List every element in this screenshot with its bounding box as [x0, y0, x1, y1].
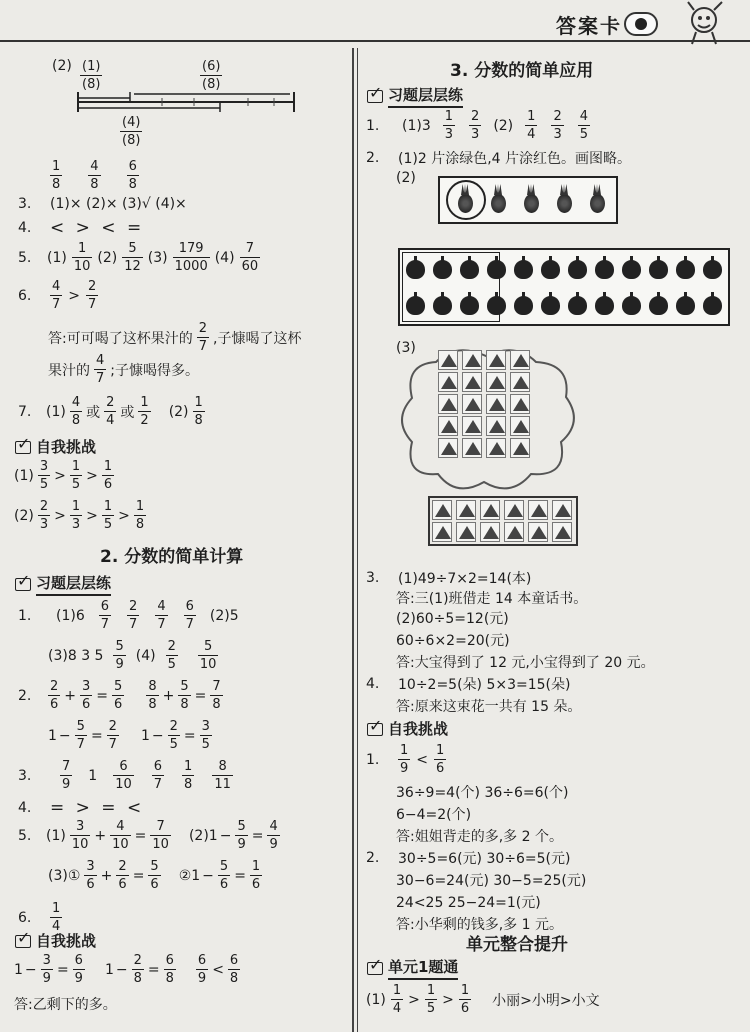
- triangle-icon: [480, 500, 500, 520]
- triangle-icon: [456, 522, 476, 542]
- pineapple-icon: [454, 184, 476, 214]
- triangle-icon: [510, 394, 530, 414]
- s2-q5-row-b: (3)① $\frac{3}{6}$ + $\frac{2}{6}$ = $\frac{5}{6}$ ②1 − $\frac{5}{6}$ = $\frac{1}{6}$: [48, 859, 261, 892]
- triangle-icon: [486, 372, 506, 392]
- triangle-icon: [432, 522, 452, 542]
- pineapple-icon: [586, 184, 608, 214]
- q2-answer-fracs: $\frac{1}{8}$ $\frac{4}{8}$ $\frac{6}{8}$: [52, 159, 137, 192]
- rc1-line-3: 6−4=2(个): [396, 807, 472, 823]
- s2-q1-row-b: (3)8 3 5 $\frac{5}{9}$ (4) $\frac{2}{5}$ $\frac{5}{10}$: [48, 639, 217, 672]
- logo-badge-icon: [624, 12, 658, 36]
- s2-q6-row: 6. $\frac{1}{4}$: [18, 901, 61, 934]
- challenge-1-row-1: (1) $\frac{3}{5}$ > $\frac{1}{5}$ > $\frac{1}{6}$: [14, 459, 113, 492]
- check-box-icon: [14, 933, 32, 949]
- s2-q3-row: 3. $\frac{7}{9}$ 1 $\frac{6}{10}$ $\frac{6}{7}$ $\frac{1}{8}$ $\frac{8}{11}$: [18, 759, 231, 792]
- triangle-icon: [510, 416, 530, 436]
- apple-icon: [460, 260, 479, 279]
- triangle-grid-top: [438, 350, 532, 458]
- triangle-icon: [552, 522, 572, 542]
- triangle-icon: [486, 416, 506, 436]
- r-q2-2-label: (2): [396, 170, 416, 186]
- s2-q1-row: 1. (1)6 $\frac{6}{7}$ $\frac{2}{7}$ $\frac{4}{7}$ $\frac{6}{7}$ (2)5: [18, 599, 239, 632]
- q2-number-line: [74, 90, 298, 116]
- q4-row: 4. < > < =: [18, 218, 145, 238]
- apple-icon: [595, 296, 614, 315]
- triangle-grid-bottom: [428, 496, 578, 546]
- triangle-icon: [486, 438, 506, 458]
- q2-top-frac-1: $\frac{(1)}{(8)}$: [82, 59, 101, 92]
- rc2-line-3: 24<25 25−24=1(元): [396, 895, 541, 911]
- apple-icon: [514, 296, 533, 315]
- check-box-icon: [14, 576, 32, 592]
- apple-icon: [406, 296, 425, 315]
- pineapple-row: [454, 184, 608, 214]
- triangle-icon: [510, 372, 530, 392]
- section-2-title: 2. 分数的简单计算: [100, 547, 244, 567]
- q7-row: 7. (1) $\frac{4}{8}$ 或 $\frac{2}{4}$ 或 $\frac{1}{2}$ (2) $\frac{1}{8}$: [18, 395, 203, 428]
- apple-icon: [676, 260, 695, 279]
- triangle-icon: [438, 350, 458, 370]
- triangle-icon: [504, 500, 524, 520]
- unit-sub-title: ✓ 单元1题通: [366, 956, 458, 980]
- rc2-line-1: 2. 30÷5=6(元) 30÷6=5(元): [366, 850, 571, 867]
- triangle-icon: [438, 372, 458, 392]
- apple-row-1: [406, 260, 722, 279]
- rc2-line-2: 30−6=24(元) 30−5=25(元): [396, 873, 587, 889]
- challenge-1-row-2: (2) $\frac{2}{3}$ > $\frac{1}{3}$ > $\frac{1}{5}$ > $\frac{1}{8}$: [14, 499, 145, 532]
- triangle-icon: [552, 500, 572, 520]
- apple-icon: [622, 260, 641, 279]
- r-q3-line-1: 3. (1)49÷7×2=14(本): [366, 570, 532, 587]
- r-q2-3-label: (3): [396, 340, 416, 356]
- s2-q2-row: 2. $\frac{2}{6}$ + $\frac{3}{6}$ = $\frac{5}{6}$ $\frac{8}{8}$ + $\frac{5}{8}$ = $\frac{7}{8}$: [18, 679, 221, 712]
- check-box-icon: [366, 960, 384, 976]
- header-rule: [0, 40, 750, 42]
- apple-icon: [487, 296, 506, 315]
- rc2-line-4: 答:小华剩的钱多,多 1 元。: [396, 917, 563, 933]
- apple-icon: [568, 260, 587, 279]
- section-3-title: 3. 分数的简单应用: [450, 61, 594, 81]
- rc1-line-4: 答:姐姐背走的多,多 2 个。: [396, 829, 563, 845]
- apple-icon: [541, 296, 560, 315]
- r-q4-line-2: 答:原来这束花一共有 15 朵。: [396, 699, 582, 715]
- apple-icon: [514, 260, 533, 279]
- r-q3-line-4: 60÷6×2=20(元): [396, 633, 510, 649]
- rc1-row: 1. $\frac{1}{9}$ < $\frac{1}{6}$: [366, 743, 445, 776]
- apple-icon: [568, 296, 587, 315]
- triangle-icon: [480, 522, 500, 542]
- q6-answer-line-1: 答:可可喝了这杯果汁的 $\frac{2}{7}$ ,子慷喝了这杯: [48, 321, 302, 354]
- apple-row-2: [406, 296, 722, 315]
- apple-icon: [406, 260, 425, 279]
- apple-icon: [487, 260, 506, 279]
- column-divider: [352, 48, 354, 1032]
- check-box-icon: [14, 439, 32, 455]
- column-divider-thin: [357, 48, 358, 1032]
- practice-2-title: ✓ 习题层层练: [14, 572, 111, 596]
- challenge-2-row: 1 − $\frac{3}{9}$ = $\frac{6}{9}$ 1 − $\frac{2}{8}$ = $\frac{6}{8}$ $\frac{6}{9}$ < $\frac{6}{8}$: [14, 953, 239, 986]
- s2-q5-row: 5. (1) $\frac{3}{10}$ + $\frac{4}{10}$ = $\frac{7}{10}$ (2)1 − $\frac{5}{9}$ = $\frac{4}{9}$: [18, 819, 278, 852]
- triangle-icon: [528, 500, 548, 520]
- r-q4-line-1: 4. 10÷2=5(朵) 5×3=15(朵): [366, 676, 571, 693]
- triangle-icon: [462, 394, 482, 414]
- apple-icon: [433, 296, 452, 315]
- r-q3-line-5: 答:大宝得到了 12 元,小宝得到了 20 元。: [396, 655, 655, 671]
- mascot-icon: [668, 0, 732, 46]
- header-title: 答案卡: [556, 14, 622, 38]
- triangle-icon: [456, 500, 476, 520]
- q3-row: 3. (1)× (2)× (3)√ (4)×: [18, 196, 187, 212]
- triangle-icon: [504, 522, 524, 542]
- q2-bottom-frac: $\frac{(4)}{(8)}$: [122, 115, 141, 148]
- check-box-icon: [366, 721, 384, 737]
- triangle-icon: [510, 350, 530, 370]
- challenge-3-title: ✓ 自我挑战: [366, 718, 448, 739]
- apple-icon: [676, 296, 695, 315]
- apple-icon: [433, 260, 452, 279]
- s2-q2-row-b: 1 − $\frac{5}{7}$ = $\frac{2}{7}$ 1 − $\frac{2}{5}$ = $\frac{3}{5}$: [48, 719, 210, 752]
- triangle-icon: [486, 394, 506, 414]
- r-q3-line-3: (2)60÷5=12(元): [396, 611, 509, 627]
- check-box-icon: [366, 88, 384, 104]
- apple-icon: [649, 260, 668, 279]
- apple-icon: [703, 296, 722, 315]
- triangle-icon: [462, 350, 482, 370]
- u1-row: (1) $\frac{1}{4}$ > $\frac{1}{5}$ > $\frac{1}{6}$ 小丽>小明>小文: [366, 983, 600, 1016]
- triangle-icon: [438, 394, 458, 414]
- triangle-icon: [432, 500, 452, 520]
- r-q3-line-2: 答:三(1)班借走 14 本童话书。: [396, 591, 588, 607]
- triangle-icon: [438, 438, 458, 458]
- challenge-1-title: ✓ 自我挑战: [14, 436, 96, 457]
- apple-icon: [541, 260, 560, 279]
- triangle-icon: [528, 522, 548, 542]
- triangle-icon: [486, 350, 506, 370]
- pineapple-icon: [520, 184, 542, 214]
- pineapple-icon: [487, 184, 509, 214]
- r-q1-row: 1. (1)3 $\frac{1}{3}$ $\frac{2}{3}$ (2) $\frac{1}{4}$ $\frac{2}{3}$ $\frac{4}{5}$: [366, 109, 588, 142]
- rc1-line-2: 36÷9=4(个) 36÷6=6(个): [396, 785, 569, 801]
- triangle-icon: [462, 372, 482, 392]
- apple-icon: [622, 296, 641, 315]
- apple-icon: [649, 296, 668, 315]
- pineapple-icon: [553, 184, 575, 214]
- unit-title: 单元整合提升: [466, 935, 568, 955]
- q6-answer-line-2: 果汁的 $\frac{4}{7}$ ;子慷喝得多。: [48, 353, 199, 386]
- triangle-icon: [462, 438, 482, 458]
- apple-icon: [595, 260, 614, 279]
- practice-3-title: ✓ 习题层层练: [366, 84, 463, 108]
- q6-row: 6. $\frac{4}{7}$ > $\frac{2}{7}$: [18, 279, 97, 312]
- r-q2-row: 2. (1)2 片涂绿色,4 片涂红色。画图略。: [366, 150, 631, 167]
- apple-icon: [460, 296, 479, 315]
- triangle-icon: [510, 438, 530, 458]
- triangle-icon: [462, 416, 482, 436]
- q5-row: 5. (1) $\frac{1}{10}$ (2) $\frac{5}{12}$ (3) $\frac{179}{1000}$ (4) $\frac{7}{60}$: [18, 241, 259, 274]
- challenge-2-title: ✓ 自我挑战: [14, 930, 96, 951]
- challenge-2-answer: 答:乙剩下的多。: [14, 997, 117, 1013]
- s2-q4-row: 4. = > = <: [18, 798, 145, 818]
- apple-icon: [703, 260, 722, 279]
- q2-top-frac-2: $\frac{(6)}{(8)}$: [202, 59, 221, 92]
- q2-label: (2): [52, 58, 72, 74]
- triangle-icon: [438, 416, 458, 436]
